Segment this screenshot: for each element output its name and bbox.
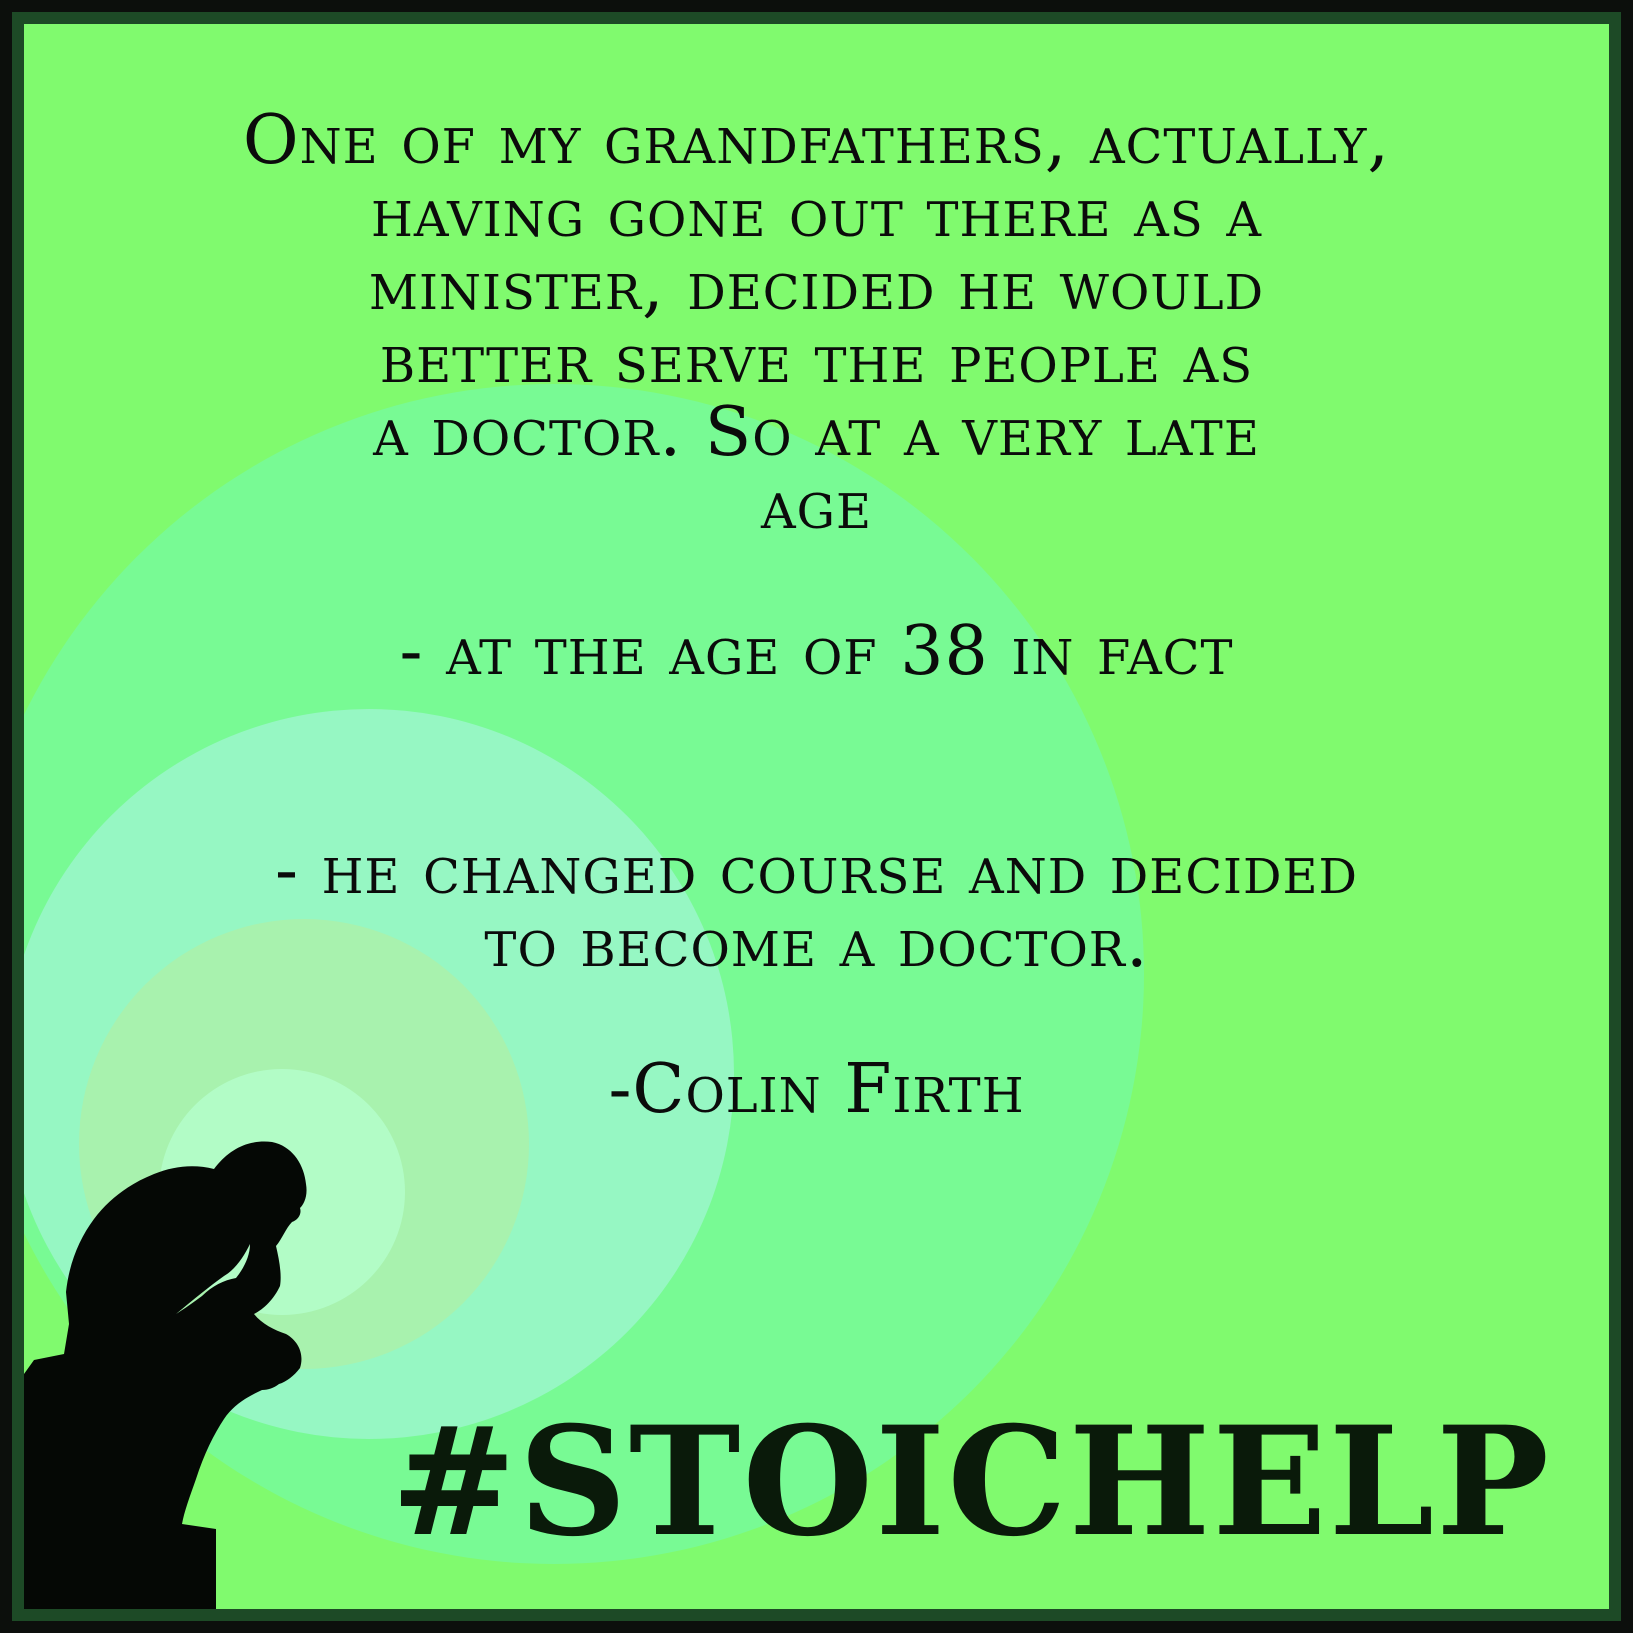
thinker-silhouette-icon <box>24 24 1609 1609</box>
quote-attribution: -Colin Firth <box>608 1050 1025 1129</box>
quote-line: age <box>760 466 873 545</box>
quote-line: minister, decided he would <box>368 247 1265 326</box>
poster-canvas <box>24 24 1609 1609</box>
quote-line: a doctor. So at a very late <box>373 393 1260 472</box>
quote-line: - at the age of 38 in fact <box>399 612 1234 691</box>
quote-line: One of my grandfathers, actually, <box>242 101 1391 180</box>
quote-line: - he changed course and decided <box>274 831 1359 910</box>
quote-line: having gone out there as a <box>370 174 1263 253</box>
hashtag-logo: #STOICHELP <box>390 1394 1551 1570</box>
quote-line: to become a doctor. <box>484 904 1149 983</box>
quote-line: better serve the people as <box>379 320 1254 399</box>
